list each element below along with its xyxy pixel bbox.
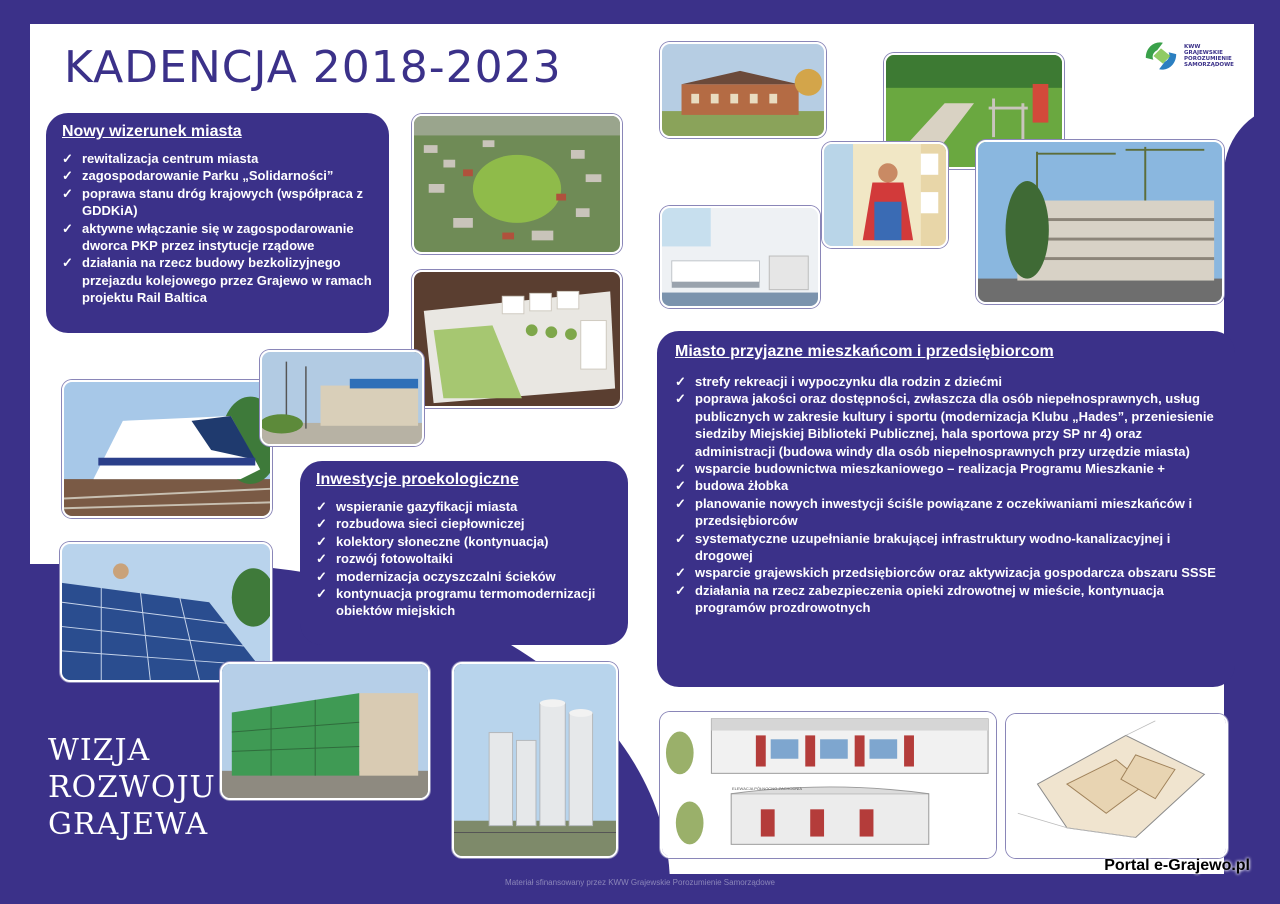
panel-friendly-city-title: Miasto przyjazne mieszkańcom i przedsiębiorcom <box>675 343 1054 360</box>
portal-watermark: Portal e-Grajewo.pl <box>1104 857 1250 874</box>
panel-friendly-city <box>657 331 1235 687</box>
photo-city-model <box>412 270 622 408</box>
photo-gas-tanks <box>452 662 618 858</box>
vision-line: ROZWOJU <box>48 770 216 805</box>
photo-apartment-construction <box>976 140 1224 304</box>
check-icon: ✓ <box>675 478 686 494</box>
list-item: ✓ rozbudowa sieci ciepłowniczej <box>316 516 525 532</box>
check-icon: ✓ <box>62 151 73 166</box>
list-item: ✓ strefy rekreacji i wypoczynku dla rodzin z dziećmi <box>675 374 1003 389</box>
list-item: ✓ rewitalizacja centrum miasta <box>62 151 259 166</box>
poster-title: KADENCJA 2018-2023 <box>64 42 562 93</box>
photo-solar-panels <box>60 542 272 682</box>
check-icon: ✓ <box>316 568 327 584</box>
check-icon: ✓ <box>62 185 73 201</box>
list-item: ✓ działania na rzecz zabezpieczenia opieki zdrowotnej w mieście, kontynuacja programów prozdrowotnych <box>675 582 1164 616</box>
photo-train <box>62 380 272 518</box>
list-item: ✓ kontynuacja programu termomodernizacji obiektów miejskich <box>316 586 596 619</box>
photo-hospital-room <box>660 206 820 308</box>
list-item: ✓ planowanie nowych inwestycji ściśle powiązane z oczekiwaniami mieszkańców i przedsiębiorców <box>675 495 1193 529</box>
list-item: ✓ działania na rzecz budowy bezkolizyjnego przejazdu kolejowego przez Grajewo w ramach projektu Rail Baltica <box>62 255 372 306</box>
list-item: ✓ wsparcie budownictwa mieszkaniowego – realizacja Programu Mieszkanie + <box>675 461 1165 477</box>
panel-city-image-list <box>62 150 373 307</box>
list-item: ✓ kolektory słoneczne (kontynuacja) <box>316 533 549 549</box>
vision-line: WIZJA <box>48 733 151 768</box>
check-icon: ✓ <box>316 499 327 514</box>
photo-site-plan <box>1006 714 1228 858</box>
funding-footer: Materiał sfinansowany przez KWW Grajewskie Porozumienie Samorządowe <box>505 878 775 887</box>
photo-aerial-city <box>412 114 622 254</box>
vision-line: GRAJEWA <box>48 807 209 842</box>
panel-eco-investments <box>300 461 628 645</box>
poster-canvas <box>30 24 1254 874</box>
list-item: ✓ poprawa stanu dróg krajowych (współpraca z GDDKiA) <box>62 185 364 219</box>
list-item: ✓ aktywne włączanie się w zagospodarowanie dworca PKP przez instytucje rządowe <box>62 220 354 254</box>
check-icon: ✓ <box>675 391 686 407</box>
check-icon: ✓ <box>675 495 686 511</box>
list-item: ✓ rozwój fotowoltaiki <box>316 551 453 567</box>
party-logo <box>1142 36 1232 76</box>
list-item: ✓ wspieranie gazyfikacji miasta <box>316 499 518 514</box>
photo-mural <box>822 142 948 248</box>
check-icon: ✓ <box>675 530 686 546</box>
panel-city-image <box>46 113 389 333</box>
panel-city-image-title: Nowy wizerunek miasta <box>62 123 242 140</box>
panel-friendly-city-list <box>675 373 1217 617</box>
check-icon: ✓ <box>316 533 327 549</box>
photo-historic-building <box>660 42 826 138</box>
list-item: ✓ budowa żłobka <box>675 478 789 494</box>
drawing-label: ELEWACJA PÓŁNOCNO-ZACHODNIA <box>732 786 803 791</box>
panel-eco-title: Inwestycje proekologiczne <box>316 471 519 488</box>
panel-eco-list <box>316 498 612 620</box>
check-icon: ✓ <box>675 582 686 598</box>
list-item: ✓ wsparcie grajewskich przedsiębiorców oraz aktywizacja gospodarcza obszaru SSSE <box>675 565 1216 581</box>
check-icon: ✓ <box>62 168 73 184</box>
check-icon: ✓ <box>62 220 73 236</box>
check-icon: ✓ <box>316 516 327 532</box>
check-icon: ✓ <box>675 374 686 389</box>
check-icon: ✓ <box>62 255 73 271</box>
check-icon: ✓ <box>316 551 327 567</box>
list-item: ✓ systematyczne uzupełnianie brakującej infrastruktury wodno-kanalizacyjnej i drogowej <box>675 530 1171 564</box>
logo-text: KWW GRAJEWSKIE POROZUMIENIE SAMORZĄDOWE <box>1184 44 1234 68</box>
vision-title <box>48 732 216 843</box>
photo-small-station <box>260 350 424 446</box>
list-item: ✓ modernizacja oczyszczalni ścieków <box>316 568 556 584</box>
check-icon: ✓ <box>675 461 686 477</box>
photo-sports-hall-elevation <box>660 712 996 858</box>
list-item: ✓ poprawa jakości oraz dostępności, zwłaszcza dla osób niepełnosprawnych, usług publicznych w zakresie kultury i sportu (modernizacja Klubu „Hades”, przeniesienie siedziby Miejskiej Biblioteki Publicznej, hala sportowa przy SP nr 4) oraz administracji (budowa windy dla osób niepełnosprawnych przy urzędzie miasta) <box>675 391 1214 459</box>
handshake-icon <box>1142 37 1180 75</box>
check-icon: ✓ <box>675 565 686 581</box>
photo-building-renovation <box>220 662 430 800</box>
check-icon: ✓ <box>316 586 327 602</box>
list-item: ✓ zagospodarowanie Parku „Solidarności” <box>62 168 334 184</box>
